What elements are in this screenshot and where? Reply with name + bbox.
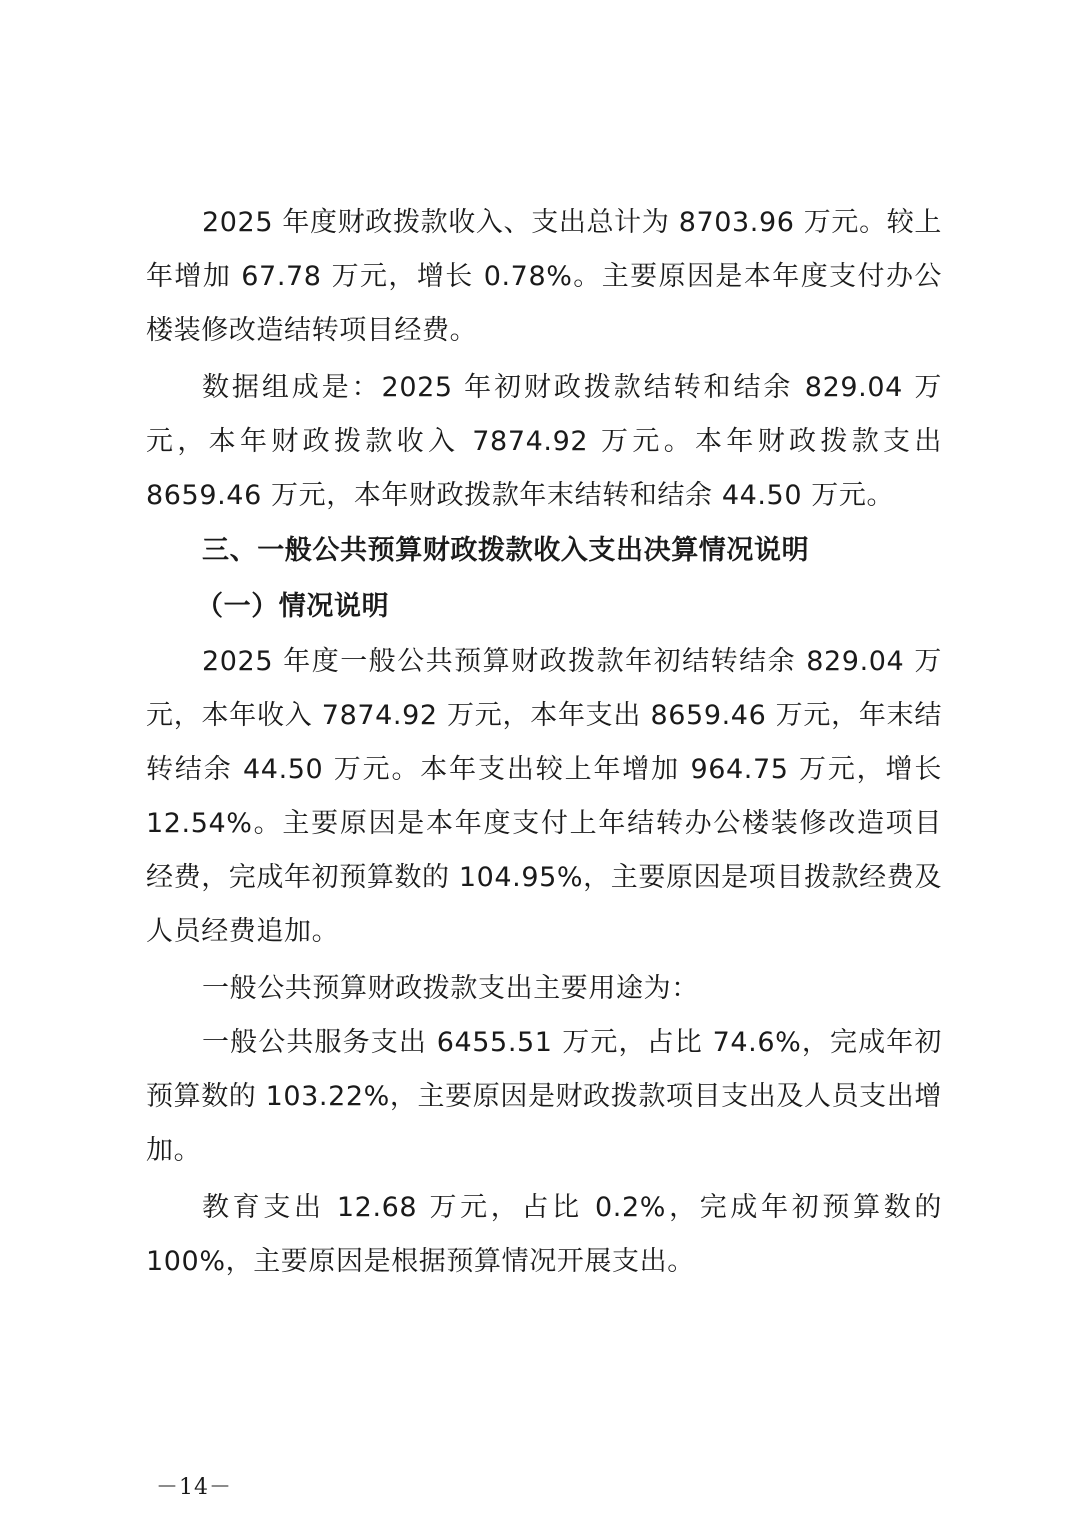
document-body: [146, 196, 942, 1289]
section-heading: 三、一般公共预算财政拨款收入支出决算情况说明: [202, 535, 810, 566]
paragraph-general-budget-summary: 2025 年度一般公共预算财政拨款年初结转结余 829.04 万元，本年收入 7874.92 万元，本年支出 8659.46 万元，年末结转结余 44.50 万元。本年支出较上年增加 964.75 万元，增长 12.54%。主要原因是本年度支付上年结转办公楼装修改造项目经费，完成年初预算数的 104.95%，主要原因是项目拨款经费及人员经费追加。: [146, 646, 942, 947]
page-number: －14－: [156, 1475, 232, 1500]
paragraph-data-composition: 数据组成是：2025 年初财政拨款结转和结余 829.04 万元，本年财政拨款收入 7874.92 万元。本年财政拨款支出 8659.46 万元，本年财政拨款年末结转和结余 44.50 万元。: [146, 372, 942, 511]
subsection-heading: （一）情况说明: [196, 591, 390, 622]
paragraph-total-income-expense: 2025 年度财政拨款收入、支出总计为 8703.96 万元。较上年增加 67.78 万元，增长 0.78%。主要原因是本年度支付办公楼装修改造结转项目经费。: [146, 207, 942, 346]
paragraph-education-expense: 教育支出 12.68 万元，占比 0.2%，完成年初预算数的 100%，主要原因是根据预算情况开展支出。: [146, 1192, 942, 1277]
paragraph-general-public-services: 一般公共服务支出 6455.51 万元，占比 74.6%，完成年初预算数的 103.22%，主要原因是财政拨款项目支出及人员支出增加。: [146, 1027, 942, 1166]
paragraph-main-uses-intro: 一般公共预算财政拨款支出主要用途为：: [202, 973, 699, 1004]
